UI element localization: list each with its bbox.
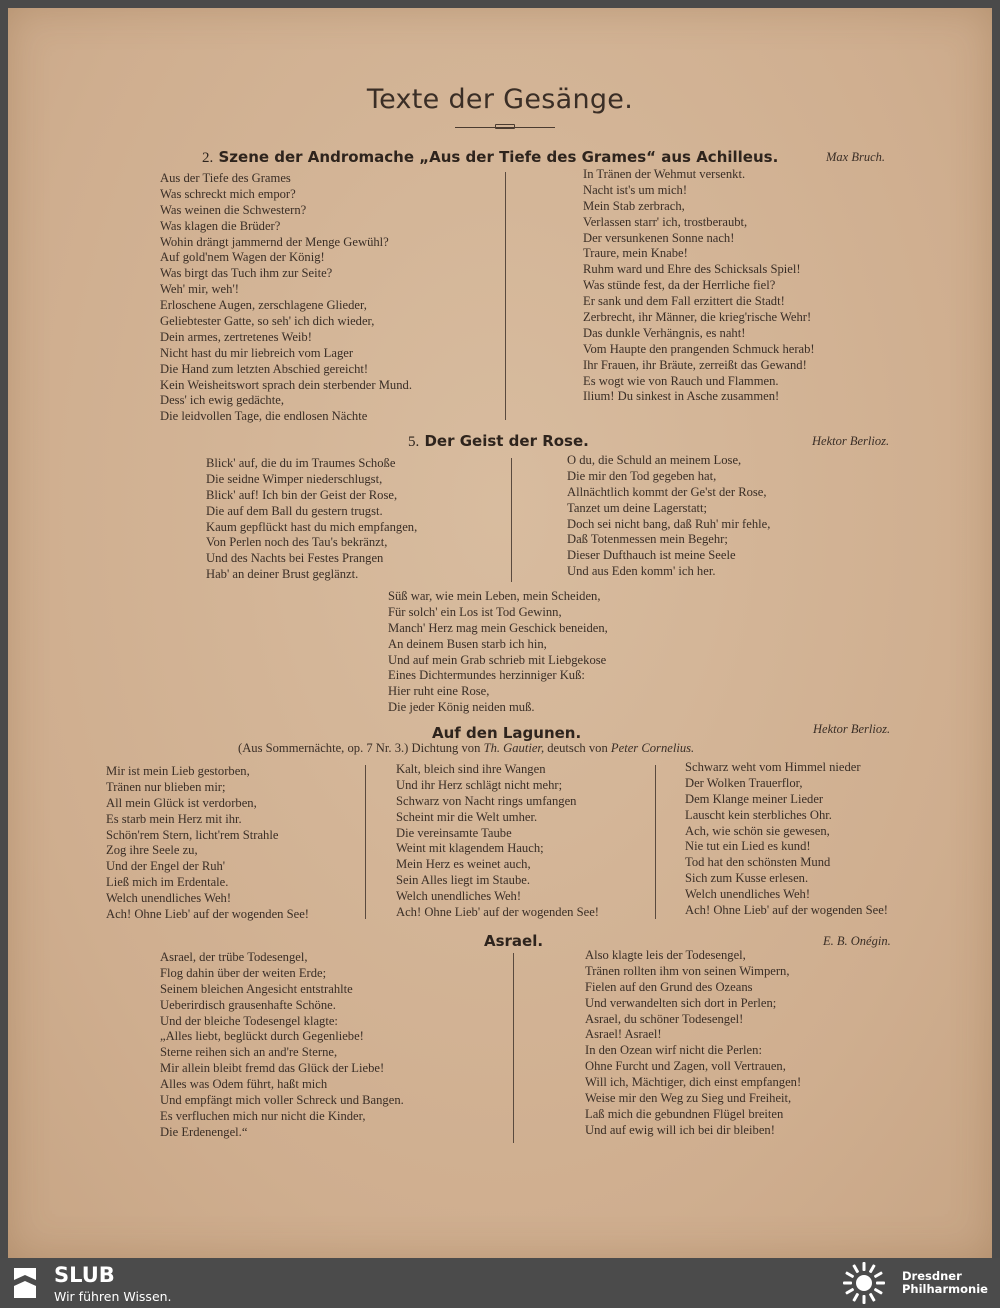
lagunen-subtitle bbox=[238, 741, 694, 756]
verse-line: Was weinen die Schwestern? bbox=[160, 202, 307, 217]
verse-line: Die auf dem Ball du gestern trugst. bbox=[206, 503, 383, 518]
verse-line: Ach, wie schön sie gewesen, bbox=[685, 823, 830, 838]
andromache-right-column bbox=[583, 167, 815, 405]
andromache-left-column bbox=[160, 171, 412, 425]
philharmonie-line-2: Philharmonie bbox=[902, 1282, 988, 1296]
verse-line: Lauscht kein sterbliches Ohr. bbox=[685, 807, 832, 822]
verse-line: Traure, mein Knabe! bbox=[583, 246, 688, 261]
verse-line: Zerbrecht, ihr Männer, die krieg'rische Wehr! bbox=[583, 310, 812, 325]
verse-line: Doch sei nicht bang, daß Ruh' mir fehle, bbox=[567, 516, 771, 531]
column-divider bbox=[655, 765, 656, 919]
rose-center-stanza bbox=[388, 589, 608, 716]
section-title: Szene der Andromache „Aus der Tiefe des Grames“ aus Achilleus. bbox=[218, 148, 779, 166]
verse-line: Hier ruht eine Rose, bbox=[388, 684, 490, 699]
verse-line: Die jeder König neiden muß. bbox=[388, 700, 535, 715]
verse-line: Weise mir den Weg zu Sieg und Freiheit, bbox=[585, 1091, 792, 1106]
verse-line: Die leidvollen Tage, die endlosen Nächte bbox=[160, 409, 368, 424]
column-divider bbox=[511, 458, 512, 582]
verse-line: Und auf mein Grab schrieb mit Liebgekose bbox=[388, 652, 607, 667]
verse-line: Der versunkenen Sonne nach! bbox=[583, 230, 735, 245]
verse-line: Er sank und dem Fall erzittert die Stadt! bbox=[583, 294, 785, 309]
verse-line: Wohin drängt jammernd der Menge Gewühl? bbox=[160, 234, 389, 249]
verse-line: Es starb mein Herz mit ihr. bbox=[106, 811, 242, 826]
verse-line: Ach! Ohne Lieb' auf der wogenden See! bbox=[396, 905, 599, 920]
subtitle-source: (Aus Sommernächte, op. 7 Nr. 3.) Dichtung von bbox=[238, 741, 481, 755]
verse-line: Mir ist mein Lieb gestorben, bbox=[106, 764, 250, 778]
verse-line: Welch unendliches Weh! bbox=[396, 889, 522, 904]
composer-berlioz: Hektor Berlioz. bbox=[813, 722, 891, 736]
verse-line: Was klagen die Brüder? bbox=[160, 218, 281, 233]
verse-line: An deinem Busen starb ich hin, bbox=[388, 636, 547, 651]
verse-line: Und empfängt mich voller Schreck und Bangen. bbox=[160, 1093, 404, 1108]
verse-line: Ach! Ohne Lieb' auf der wogenden See! bbox=[106, 907, 309, 922]
verse-line: Ruhm ward und Ehre des Schicksals Spiel! bbox=[583, 262, 801, 277]
verse-line: Sein Alles liegt im Staube. bbox=[396, 873, 530, 888]
verse-line: Sterne reihen sich an and're Sterne, bbox=[160, 1045, 338, 1060]
verse-line: Die mir den Tod gegeben hat, bbox=[567, 468, 717, 483]
lagunen-column-2 bbox=[396, 762, 599, 921]
section-number: 2. bbox=[202, 150, 214, 166]
verse-line: Also klagte leis der Todesengel, bbox=[585, 948, 746, 962]
rose-left-column bbox=[206, 456, 417, 583]
composer-bruch: Max Bruch. bbox=[826, 150, 886, 164]
section-heading-andromache bbox=[202, 148, 778, 167]
verse-line: Flog dahin über der weiten Erde; bbox=[160, 965, 327, 980]
verse-line: Kalt, bleich sind ihre Wangen bbox=[396, 762, 546, 776]
verse-line: Hab' an deiner Brust geglänzt. bbox=[206, 567, 359, 582]
verse-line: Und der Engel der Ruh' bbox=[106, 859, 226, 874]
footer-bar bbox=[0, 1258, 1000, 1308]
verse-line: Und ihr Herz schlägt nicht mehr; bbox=[396, 777, 563, 792]
verse-line: Es wogt wie von Rauch und Flammen. bbox=[583, 373, 779, 388]
verse-line: Tanzet um deine Lagerstatt; bbox=[567, 500, 708, 515]
verse-line: Mein Herz es weinet auch, bbox=[396, 857, 531, 872]
verse-line: Asrael, du schöner Todesengel! bbox=[585, 1011, 744, 1026]
verse-line: Daß Totenmessen mein Begehr; bbox=[567, 532, 728, 547]
section-heading-lagunen: Auf den Lagunen. bbox=[432, 724, 582, 742]
verse-line: Die vereinsamte Taube bbox=[396, 825, 512, 840]
subtitle-poet: Th. Gautier, bbox=[483, 741, 545, 755]
slub-tagline: Wir führen Wissen. bbox=[54, 1289, 172, 1304]
verse-line: Schön'rem Stern, licht'rem Strahle bbox=[106, 827, 279, 842]
column-divider bbox=[365, 765, 366, 919]
section-heading-rose bbox=[408, 432, 589, 451]
verse-line: Kein Weisheitswort sprach dein sterbender Mund. bbox=[160, 377, 412, 392]
composer-onegin: E. B. Onégin. bbox=[823, 934, 891, 948]
verse-line: Ach! Ohne Lieb' auf der wogenden See! bbox=[685, 903, 888, 918]
verse-line: Mein Stab zerbrach, bbox=[583, 198, 685, 213]
verse-line: Schwarz von Nacht rings umfangen bbox=[396, 793, 577, 808]
verse-line: Auf gold'nem Wagen der König! bbox=[160, 250, 325, 265]
lagunen-column-1 bbox=[106, 764, 309, 923]
verse-line: Welch unendliches Weh! bbox=[106, 891, 232, 906]
verse-line: Und verwandelten sich dort in Perlen; bbox=[585, 995, 777, 1010]
verse-line: Erloschene Augen, zerschlagene Glieder, bbox=[160, 298, 367, 313]
verse-line: Dem Klange meiner Lieder bbox=[685, 791, 824, 806]
verse-line: Asrael! Asrael! bbox=[585, 1027, 662, 1042]
verse-line: Blick' auf, die du im Traumes Schoße bbox=[206, 456, 396, 470]
verse-line: Mir allein bleibt fremd das Glück der Liebe! bbox=[160, 1061, 385, 1076]
verse-line: Allnächtlich kommt der Ge'st der Rose, bbox=[567, 484, 767, 499]
verse-line: Manch' Herz mag mein Geschick beneiden, bbox=[388, 620, 608, 635]
verse-line: O du, die Schuld an meinem Lose, bbox=[567, 453, 742, 467]
verse-line: Dieser Dufthauch ist meine Seele bbox=[567, 548, 736, 563]
verse-line: Seinem bleichen Angesicht entstrahlte bbox=[160, 981, 353, 996]
verse-line: Tränen nur blieben mir; bbox=[106, 779, 226, 794]
philharmonie-line-1: Dresdner bbox=[902, 1269, 962, 1283]
verse-line: In Tränen der Wehmut versenkt. bbox=[583, 167, 746, 181]
verse-line: Will ich, Mächtiger, dich einst empfangen! bbox=[585, 1075, 802, 1090]
verse-line: Schwarz weht vom Himmel nieder bbox=[685, 760, 861, 774]
verse-line: Was schreckt mich empor? bbox=[160, 186, 296, 201]
verse-line: Ueberirdisch grausenhafte Schöne. bbox=[160, 997, 336, 1012]
verse-line: Der Wolken Trauerflor, bbox=[685, 775, 803, 790]
verse-line: Für solch' ein Los ist Tod Gewinn, bbox=[388, 604, 562, 619]
verse-line: Tod hat den schönsten Mund bbox=[685, 855, 831, 870]
verse-line: Es verfluchen mich nur nicht die Kinder, bbox=[160, 1108, 366, 1123]
slub-logo-icon[interactable] bbox=[12, 1266, 38, 1300]
verse-line: Scheint mir die Welt umher. bbox=[396, 809, 538, 824]
lagunen-column-3 bbox=[685, 760, 888, 919]
verse-line: Alles was Odem führt, haßt mich bbox=[160, 1077, 328, 1092]
verse-line: Kaum gepflückt hast du mich empfangen, bbox=[206, 519, 418, 534]
verse-line: Ohne Furcht und Zagen, voll Vertrauen, bbox=[585, 1059, 786, 1074]
verse-line: Geliebtester Gatte, so seh' ich dich wieder, bbox=[160, 314, 375, 329]
verse-line: Dess' ich ewig gedächte, bbox=[160, 393, 284, 408]
verse-line: Fielen auf den Grund des Ozeans bbox=[585, 979, 753, 994]
section-heading-asrael: Asrael. bbox=[484, 932, 544, 950]
verse-line: Sich zum Kusse erlesen. bbox=[685, 871, 809, 886]
verse-line: Was birgt das Tuch ihm zur Seite? bbox=[160, 266, 333, 281]
verse-line: Die Erdenengel.“ bbox=[160, 1124, 248, 1139]
verse-line: Verlassen starr' ich, trostberaubt, bbox=[583, 214, 748, 229]
verse-line: Nie tut ein Lied es kund! bbox=[685, 839, 811, 854]
philharmonie-name[interactable] bbox=[902, 1270, 988, 1296]
verse-line: Nicht hast du mir liebreich vom Lager bbox=[160, 345, 354, 360]
verse-line: Blick' auf! Ich bin der Geist der Rose, bbox=[206, 487, 398, 502]
verse-line: Ilium! Du sinkest in Asche zusammen! bbox=[583, 389, 780, 404]
verse-line: Süß war, wie mein Leben, mein Scheiden, bbox=[388, 589, 601, 603]
composer-berlioz: Hektor Berlioz. bbox=[812, 434, 890, 448]
asrael-right-column bbox=[585, 948, 801, 1139]
verse-line: Vom Haupte den prangenden Schmuck herab! bbox=[583, 341, 815, 356]
verse-line: Asrael, der trübe Todesengel, bbox=[160, 950, 308, 964]
verse-line: Und des Nachts bei Festes Prangen bbox=[206, 551, 384, 566]
page-title: Texte der Gesänge. bbox=[366, 84, 634, 115]
verse-line: In den Ozean wirf nicht die Perlen: bbox=[585, 1043, 762, 1058]
subtitle-connector: deutsch von bbox=[547, 741, 608, 755]
verse-line: Laß mich die gebundnen Flügel breiten bbox=[585, 1106, 784, 1121]
verse-line: Weint mit klagendem Hauch; bbox=[396, 841, 544, 856]
subtitle-translator: Peter Cornelius. bbox=[610, 741, 695, 755]
verse-line: Von Perlen noch des Tau's bekränzt, bbox=[206, 535, 388, 550]
verse-line: Das dunkle Verhängnis, es naht! bbox=[583, 325, 746, 340]
verse-line: Aus der Tiefe des Grames bbox=[160, 171, 291, 185]
verse-line: Eines Dichtermundes herzinniger Kuß: bbox=[388, 668, 585, 683]
verse-line: Die seidne Wimper niederschlugst, bbox=[206, 471, 383, 486]
column-divider bbox=[505, 172, 506, 420]
verse-line: Und der bleiche Todesengel klagte: bbox=[160, 1013, 338, 1028]
verse-line: Ihr Frauen, ihr Bräute, zerreißt das Gewand! bbox=[583, 357, 807, 372]
title-ornament bbox=[495, 124, 515, 129]
verse-line: Zog ihre Seele zu, bbox=[106, 843, 198, 858]
verse-line: „Alles liebt, beglückt durch Gegenliebe! bbox=[160, 1029, 364, 1044]
verse-line: Nacht ist's um mich! bbox=[583, 182, 688, 197]
column-divider bbox=[513, 953, 514, 1143]
asrael-left-column bbox=[160, 950, 404, 1141]
verse-line: Die Hand zum letzten Abschied gereicht! bbox=[160, 361, 369, 376]
verse-line: Dein armes, zertretenes Weib! bbox=[160, 329, 312, 344]
slub-name[interactable]: SLUB bbox=[54, 1263, 115, 1287]
verse-line: Was stünde fest, da der Herrliche fiel? bbox=[583, 278, 776, 293]
section-title: Der Geist der Rose. bbox=[424, 432, 589, 450]
verse-line: Tränen rollten ihm von seinen Wimpern, bbox=[585, 963, 790, 978]
verse-line: Ließ mich im Erdentale. bbox=[106, 875, 229, 890]
rose-right-column bbox=[567, 453, 770, 580]
verse-line: Welch unendliches Weh! bbox=[685, 887, 811, 902]
verse-line: Weh' mir, weh'! bbox=[160, 282, 239, 297]
verse-line: Und auf ewig will ich bei dir bleiben! bbox=[585, 1122, 775, 1137]
verse-line: All mein Glück ist verdorben, bbox=[106, 795, 257, 810]
philharmonie-sun-icon[interactable] bbox=[842, 1261, 886, 1305]
section-number: 5. bbox=[408, 434, 420, 450]
verse-line: Und aus Eden komm' ich her. bbox=[567, 564, 716, 579]
